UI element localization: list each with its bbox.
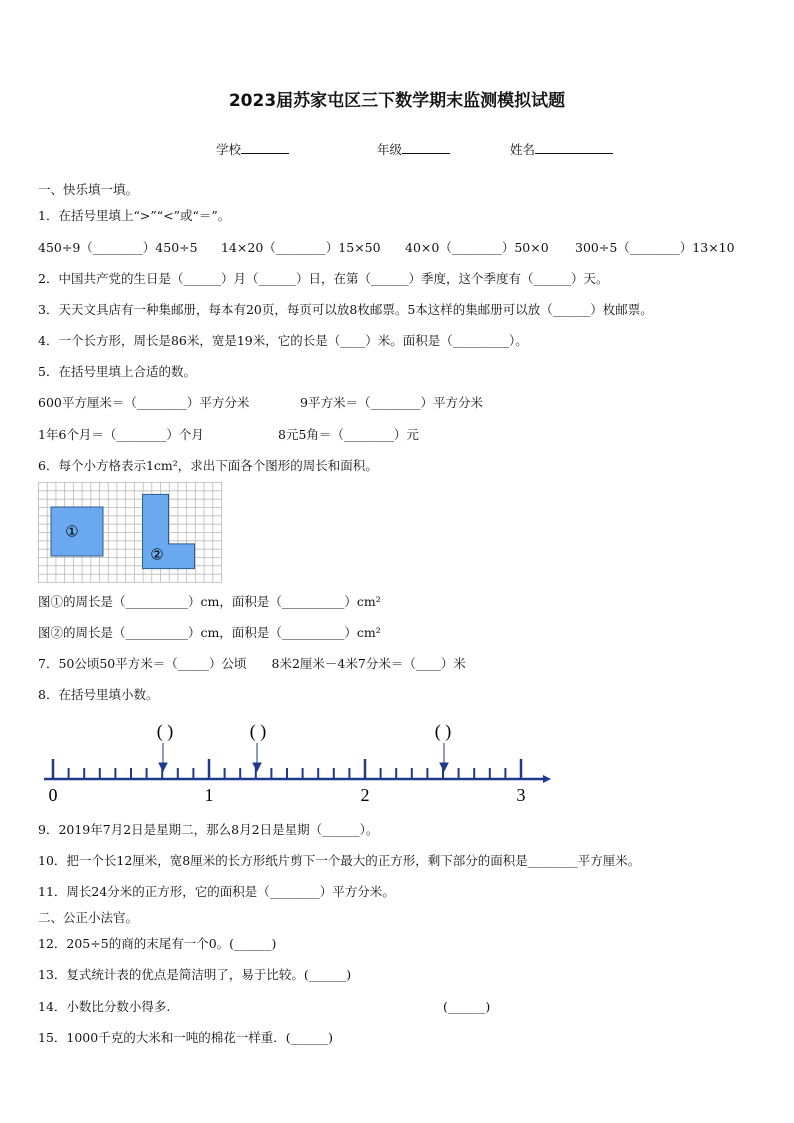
pointer-3-head <box>440 763 448 771</box>
q1-item-3: 40×0（________）50×0 <box>405 240 549 255</box>
q1-item-2: 14×20（________）15×50 <box>221 240 381 255</box>
q5-item-4: 8元5角＝（________）元 <box>278 427 419 442</box>
q5-item-3: 1年6个月＝（________）个月 <box>38 427 204 442</box>
number-line-ticks <box>53 759 521 779</box>
name-field[interactable] <box>510 141 613 158</box>
question-15: 15．1000千克的大米和一吨的棉花一样重．(______) <box>38 1030 333 1045</box>
question-8: 8．在括号里填小数。 <box>38 687 159 702</box>
question-3: 3．天天文具店有一种集邮册，每本有20页，每页可以放8枚邮票。5本这样的集邮册可以放（______）枚邮票。 <box>38 302 653 317</box>
question-7: 7．50公顷50平方米＝（_____）公顷 8米2厘米－4米7分米＝（____）米 <box>38 656 466 671</box>
tick-label-1: 1 <box>204 785 214 805</box>
school-label: 学校 <box>216 142 242 157</box>
q1-item-4: 300÷5（________）13×10 <box>575 240 735 255</box>
shape-1-label: ① <box>65 524 79 541</box>
page-title: 2023届苏家屯区三下数学期末监测模拟试题 <box>228 91 566 111</box>
tick-label-0: 0 <box>48 785 58 805</box>
blank-1: ( ) <box>156 721 174 741</box>
question-14: 14．小数比分数小得多. <box>38 999 171 1014</box>
q5-item-1: 600平方厘米＝（________）平方分米 <box>38 395 250 410</box>
q6-answer-2: 图②的周长是（__________）cm，面积是（__________）cm² <box>38 625 381 640</box>
blank-2: ( ) <box>249 721 267 741</box>
question-5: 5．在括号里填上合适的数。 <box>38 364 196 379</box>
section-1-heading: 一、快乐填一填。 <box>38 182 139 197</box>
section-2-heading: 二、公正小法官。 <box>38 910 139 925</box>
number-line <box>38 715 558 810</box>
q1-item-1: 450÷9（________）450÷5 <box>38 240 198 255</box>
grid-figure <box>38 482 222 583</box>
school-field[interactable] <box>216 141 289 158</box>
shape-2-label: ② <box>150 547 164 564</box>
name-label: 姓名 <box>510 142 536 157</box>
question-9: 9．2019年7月2日是星期二，那么8月2日是星期（______）。 <box>38 822 379 837</box>
blank-3: ( ) <box>434 721 452 741</box>
question-14-blank: (______) <box>443 999 491 1014</box>
number-line-arrow <box>543 775 551 783</box>
question-2: 2．中国共产党的生日是（______）月（______）日，在第（______）季度，这个季度有（______）天。 <box>38 271 609 286</box>
question-6: 6．每个小方格表示1cm²，求出下面各个图形的周长和面积。 <box>38 458 378 473</box>
question-13: 13．复式统计表的优点是简洁明了，易于比较。(______) <box>38 967 352 982</box>
grade-label: 年级 <box>377 142 403 157</box>
question-10: 10．把一个长12厘米，宽8厘米的长方形纸片剪下一个最大的正方形，剩下部分的面积是________平方厘米。 <box>38 853 641 868</box>
question-1: 1．在括号里填上“>”“<”或“＝”。 <box>38 208 231 223</box>
tick-label-3: 3 <box>516 785 526 805</box>
pointer-2-head <box>253 763 261 771</box>
question-12: 12．205÷5的商的末尾有一个0。(______) <box>38 936 277 951</box>
q6-answer-1: 图①的周长是（__________）cm，面积是（__________）cm² <box>38 594 381 609</box>
tick-label-2: 2 <box>360 785 370 805</box>
pointer-1-head <box>159 763 167 771</box>
question-4: 4．一个长方形，周长是86米，宽是19米，它的长是（____）米。面积是（_________）。 <box>38 333 528 348</box>
question-11: 11．周长24分米的正方形，它的面积是（________）平方分米。 <box>38 884 395 899</box>
q5-item-2: 9平方米＝（________）平方分米 <box>300 395 483 410</box>
grade-field[interactable] <box>377 141 450 158</box>
